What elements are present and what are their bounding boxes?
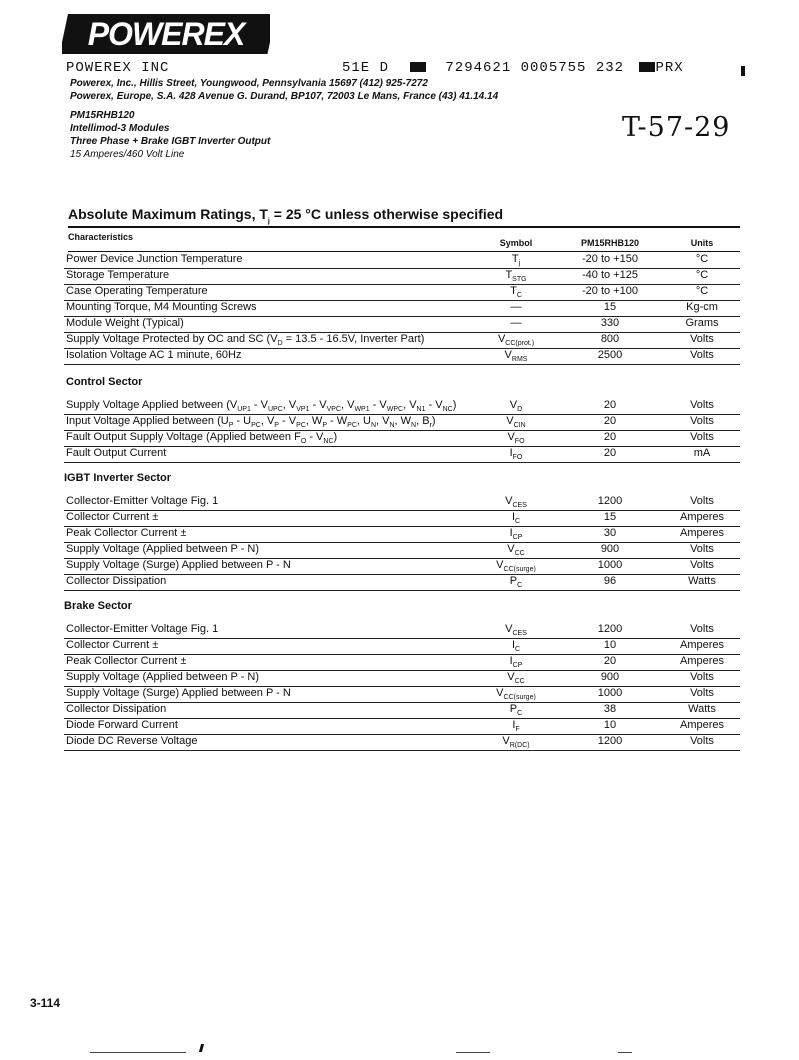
unit: Volts (690, 431, 714, 443)
scan-artifact (456, 1052, 490, 1053)
table-row (64, 284, 740, 301)
symbol: $V_{CC(surge)}$ (496, 559, 536, 574)
rating-value: 900 (600, 671, 620, 683)
symbol: $P_C$ (509, 575, 523, 590)
symbol: $T_C$ (510, 285, 522, 300)
unit: Volts (690, 687, 714, 699)
unit: mA (693, 447, 711, 459)
unit: °C (695, 285, 709, 297)
black-block-icon (410, 62, 426, 72)
unit: Volts (690, 543, 714, 555)
characteristic: Diode Forward Current (66, 719, 178, 731)
table-row (64, 702, 740, 719)
rating-value: -20 to +100 (582, 285, 638, 297)
rating-value: -40 to +125 (582, 269, 638, 281)
unit: Volts (690, 559, 714, 571)
table-row (64, 348, 740, 365)
characteristic: Isolation Voltage AC 1 minute, 60Hz (66, 349, 242, 361)
unit: Volts (690, 349, 714, 361)
col-units: Units (690, 238, 714, 248)
characteristic: Collector-Emitter Voltage Fig. 1 (66, 623, 219, 635)
table-row (64, 670, 740, 687)
symbol: — (510, 317, 522, 329)
rating-value: 20 (603, 431, 617, 443)
rating-value: 15 (603, 301, 617, 313)
table-row (64, 300, 740, 317)
symbol: $T_j$ (511, 253, 521, 268)
symbol: $V_{CES}$ (505, 623, 527, 638)
symbol: $I_C$ (511, 639, 521, 654)
col-characteristics: Characteristics (68, 232, 134, 242)
table-row (64, 542, 740, 559)
table-row (64, 718, 740, 735)
handwritten-note: T-57-29 (622, 112, 731, 143)
table-row (64, 414, 740, 431)
unit: Amperes (679, 719, 725, 731)
logo-text: POWEREX (87, 16, 245, 52)
scan-artifact (199, 1044, 204, 1052)
table-row (64, 252, 740, 269)
unit: Watts (688, 575, 716, 587)
col-part: PM15RHB120 (580, 238, 640, 248)
col-symbol: Symbol (499, 238, 533, 248)
rating-value: 30 (603, 527, 617, 539)
table-row (64, 654, 740, 671)
product-description: Three Phase + Brake IGBT Inverter Output (70, 136, 271, 147)
characteristic: Input Voltage Applied between ($U_P - U_{PC}$, $V_P - V_{PC}$, $W_P - W_{PC}$, $U_N$, $V_N$, $W_N$, $B_r$) (66, 415, 436, 430)
symbol: $V_D$ (509, 399, 523, 414)
symbol: $I_F$ (512, 719, 520, 734)
rating-value: -20 to +150 (582, 253, 638, 265)
symbol: $V_{R(DC)}$ (502, 735, 530, 750)
symbol: $V_{CC}$ (507, 671, 525, 686)
characteristic: Supply Voltage (Surge) Applied between P - N (66, 559, 291, 571)
typed-numbers: 7294621 0005755 232 PRX (410, 60, 684, 76)
characteristic: Storage Temperature (66, 269, 170, 281)
symbol: $V_{CES}$ (505, 495, 527, 510)
rating-value: 1200 (597, 735, 623, 747)
table-row (64, 558, 740, 575)
rating-value: 800 (600, 333, 620, 345)
symbol: $V_{RMS}$ (504, 349, 528, 364)
table-row (64, 316, 740, 333)
table-row (64, 398, 740, 415)
characteristic: Module Weight (Typical) (66, 317, 184, 329)
unit: Amperes (679, 511, 725, 523)
symbol: $V_{FO}$ (507, 431, 525, 446)
rating-value: 10 (603, 719, 617, 731)
rating-value: 20 (603, 447, 617, 459)
unit: Amperes (679, 639, 725, 651)
table-row (64, 494, 740, 511)
rating-value: 2500 (597, 349, 623, 361)
igbt-sector-title: IGBT Inverter Sector (64, 472, 171, 484)
rating-value: 20 (603, 655, 617, 667)
symbol: $P_C$ (509, 703, 523, 718)
table-title: Absolute Maximum Ratings, $T_j = 25$ °C unless otherwise specified (68, 206, 504, 225)
unit: Amperes (679, 527, 725, 539)
characteristic: Collector Dissipation (66, 703, 167, 715)
symbol: $V_{CC}$ (507, 543, 525, 558)
table-row (64, 622, 740, 639)
symbol: $I_{CP}$ (509, 655, 523, 670)
characteristic: Power Device Junction Temperature (66, 253, 243, 265)
typed-code: 51E D (342, 60, 390, 76)
symbol: $V_{CIN}$ (506, 415, 526, 430)
typed-company: POWEREX INC (66, 60, 170, 76)
table-row (64, 510, 740, 527)
unit: Watts (688, 703, 716, 715)
symbol: $T_{STG}$ (505, 269, 527, 284)
unit: °C (695, 253, 709, 265)
characteristic: Collector Current ± (66, 511, 159, 523)
rating-value: 20 (603, 399, 617, 411)
characteristic: Diode DC Reverse Voltage (66, 735, 198, 747)
unit: Volts (690, 671, 714, 683)
characteristic: Case Operating Temperature (66, 285, 208, 297)
rating-value: 330 (600, 317, 620, 329)
unit: Grams (685, 317, 719, 329)
characteristic: Mounting Torque, M4 Mounting Screws (66, 301, 257, 313)
black-block-icon (639, 62, 655, 72)
characteristic: Supply Voltage Protected by OC and SC ($V_D = 13.5 - 16.5V$, Inverter Part) (66, 333, 425, 348)
page-number: 3-114 (30, 996, 61, 1010)
rating-value: 1000 (597, 559, 623, 571)
symbol: $I_C$ (511, 511, 521, 526)
table-top-rule (68, 226, 740, 228)
scan-mark (741, 66, 745, 76)
rating-value: 1200 (597, 495, 623, 507)
part-number: PM15RHB120 (70, 110, 135, 121)
address-eu: Powerex, Europe, S.A. 428 Avenue G. Durand, BP107, 72003 Le Mans, France (43) 41.14.14 (70, 91, 499, 102)
table-row (64, 430, 740, 447)
product-rating: 15 Amperes/460 Volt Line (70, 149, 185, 160)
unit: Volts (690, 415, 714, 427)
characteristic: Supply Voltage (Applied between P - N) (66, 671, 260, 683)
powerex-logo (62, 14, 270, 54)
characteristic: Supply Voltage Applied between ($V_{UP1} - V_{UPC}$, $V_{VP1} - V_{VPC}$, $V_{WP1} - V_{WPC}$, $V_{N1} - V_{NC}$) (66, 399, 457, 414)
table-row (64, 734, 740, 751)
rating-value: 96 (603, 575, 617, 587)
characteristic: Fault Output Current (66, 447, 167, 459)
unit: Amperes (679, 655, 725, 667)
unit: °C (695, 269, 709, 281)
unit: Volts (690, 735, 714, 747)
table-row (64, 268, 740, 285)
table-row (64, 574, 740, 591)
characteristic: Fault Output Supply Voltage (Applied between $F_O - V_{NC}$) (66, 431, 338, 446)
rating-value: 1200 (597, 623, 623, 635)
control-sector-title: Control Sector (66, 376, 143, 388)
unit: Volts (690, 333, 714, 345)
address-us: Powerex, Inc., Hillis Street, Youngwood, Pennsylvania 15697 (412) 925-7272 (70, 78, 428, 89)
symbol: $I_{FO}$ (509, 447, 523, 462)
table-row (64, 686, 740, 703)
unit: Volts (690, 495, 714, 507)
characteristic: Peak Collector Current ± (66, 655, 187, 667)
rating-value: 1000 (597, 687, 623, 699)
rating-value: 38 (603, 703, 617, 715)
symbol: $V_{CC(prot.)}$ (497, 333, 535, 348)
characteristic: Collector-Emitter Voltage Fig. 1 (66, 495, 219, 507)
table-row (64, 446, 740, 463)
characteristic: Collector Current ± (66, 639, 159, 651)
unit: Kg-cm (686, 301, 718, 313)
rating-value: 15 (603, 511, 617, 523)
unit: Volts (690, 623, 714, 635)
table-row (64, 638, 740, 655)
symbol: $V_{CC(surge)}$ (496, 687, 536, 702)
table-row (64, 332, 740, 349)
rating-value: 10 (603, 639, 617, 651)
unit: Volts (690, 399, 714, 411)
characteristic: Supply Voltage (Applied between P - N) (66, 543, 260, 555)
scan-artifact (90, 1052, 186, 1053)
characteristic: Supply Voltage (Surge) Applied between P - N (66, 687, 291, 699)
rating-value: 900 (600, 543, 620, 555)
scan-artifact (618, 1052, 632, 1053)
brake-sector-title: Brake Sector (64, 600, 132, 612)
characteristic: Collector Dissipation (66, 575, 167, 587)
table-row (64, 526, 740, 543)
product-family: Intellimod-3 Modules (70, 123, 170, 134)
symbol: $I_{CP}$ (509, 527, 523, 542)
rating-value: 20 (603, 415, 617, 427)
characteristic: Peak Collector Current ± (66, 527, 187, 539)
symbol: — (510, 301, 522, 313)
